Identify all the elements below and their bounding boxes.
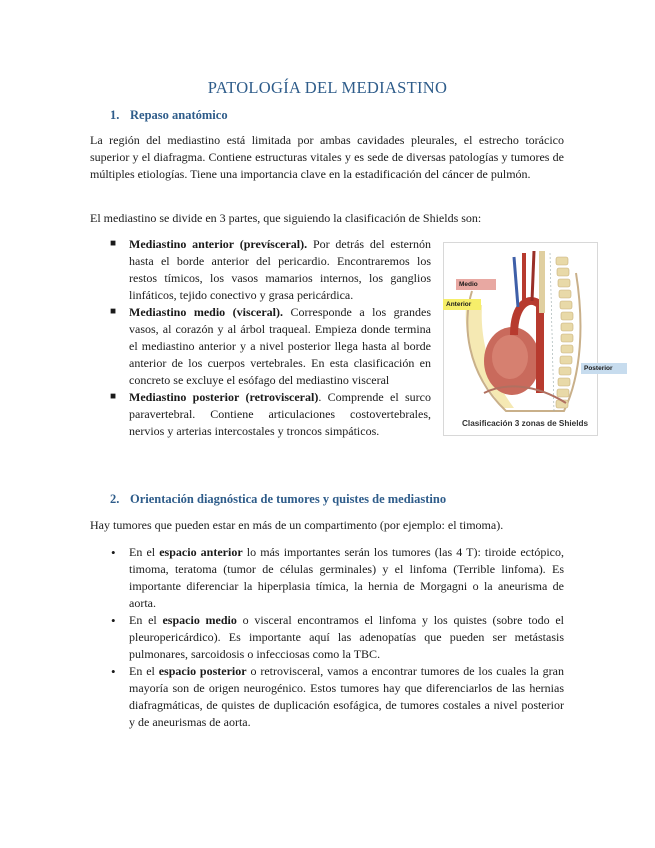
- list-item-prefix: En el: [129, 613, 163, 627]
- dot-bullet-icon: •: [111, 664, 116, 679]
- list-item: [110, 389, 431, 440]
- list-item: [110, 304, 431, 389]
- list-item-text: o visceral encontramos el linfoma y los quistes (sobre todo el pleuropericárdico). Es importante aquí las adenopatías que pueden ser metástasis pulmonares, sarcoidosis o infecciosas como la TBC.: [129, 613, 564, 661]
- section1-paragraph2: El mediastino se divide en 3 partes, que siguiendo la clasificación de Shields son:: [90, 211, 482, 225]
- label-posterior: Posterior: [581, 363, 627, 374]
- list-item-bold: espacio medio: [162, 613, 237, 627]
- section1-heading-text: Repaso anatómico: [130, 108, 228, 122]
- shields-division-list: [110, 236, 431, 440]
- shields-figure: [443, 242, 613, 436]
- list-item-bold: Mediastino anterior (prevísceral).: [129, 237, 308, 251]
- dot-bullet-icon: •: [111, 613, 116, 628]
- list-item-bold: espacio posterior: [158, 664, 247, 678]
- list-item-prefix: En el: [129, 545, 160, 559]
- list-item-prefix: En el: [129, 664, 159, 678]
- list-item-text: lo más importantes serán los tumores (las 4 T): tiroide ectópico, timoma, teratoma (tumor de células germinales) y el linfoma (Terrible linfoma). Es importante diferenciar la hiperplasia tímica, la hernia de Morgagni o la aneurisma de aorta.: [129, 545, 565, 610]
- section2-number: 2.: [110, 492, 120, 506]
- list-item-text: Corresponde a los grandes vasos, al corazón y al árbol traqueal. Empieza donde termina el mediastino anterior y a nivel posterior llega hasta al borde anterior de los cuerpos vertebrales. En esta clasificación en concreto se excluye el esófago del mediastino visceral: [129, 305, 431, 387]
- list-item-text: o retrovisceral, vamos a encontrar tumores de los cuales la gran mayoría son de origen neurogénico. Estos tumores hay que diferenciarlos de las hernias diafragmáticas, de quistes de duplicación esofágica, de tumores costales a nivel posterior y de aneurismas de aorta.: [129, 664, 565, 729]
- list-item-bold: Mediastino posterior (retrovisceral): [129, 390, 319, 404]
- list-item-text: Por detrás del esternón hasta el borde anterior del pericardio. Encontraremos los restos tímicos, los vasos mamarios internos, los ganglios linfáticos, tejido conectivo y grasa pericárdica.: [129, 237, 431, 302]
- label-anterior: Anterior: [443, 299, 481, 310]
- label-medio: Medio: [456, 279, 496, 290]
- section1-number: 1.: [110, 108, 120, 122]
- list-item-bold: espacio anterior: [159, 545, 243, 559]
- list-item: [110, 663, 564, 731]
- list-item-text: . Comprende el surco paravertebral. Contiene articulaciones costovertebrales, nervios y arterias intercostales y troncos simpáticos.: [129, 390, 432, 438]
- square-bullet-icon: ■: [110, 391, 117, 402]
- section2-paragraph1: Hay tumores que pueden estar en más de un compartimento (por ejemplo: el timoma).: [90, 518, 504, 532]
- list-item: [110, 612, 564, 663]
- square-bullet-icon: ■: [110, 306, 117, 317]
- section1-paragraph1: La región del mediastino está limitada por ambas cavidades pleurales, el estrecho torácico superior y el diafragma. Contiene estructuras vitales y es sede de diversas patologías y tumores de múltiples etiologías. Tiene una importancia clave en la estadificación del cáncer de pulmón.: [90, 133, 564, 181]
- diagnostic-list: [110, 544, 564, 731]
- mediastinum-illustration: [444, 243, 597, 435]
- section2-heading-text: Orientación diagnóstica de tumores y quistes de mediastino: [130, 492, 447, 506]
- dot-bullet-icon: •: [111, 545, 116, 560]
- list-item-bold: Mediastino medio (visceral).: [129, 305, 283, 319]
- list-item: [110, 544, 564, 612]
- page-title: PATOLOGÍA DEL MEDIASTINO: [207, 78, 448, 97]
- figure-caption: Clasificación 3 zonas de Shields: [462, 419, 589, 428]
- list-item: [110, 236, 431, 304]
- square-bullet-icon: ■: [110, 238, 117, 249]
